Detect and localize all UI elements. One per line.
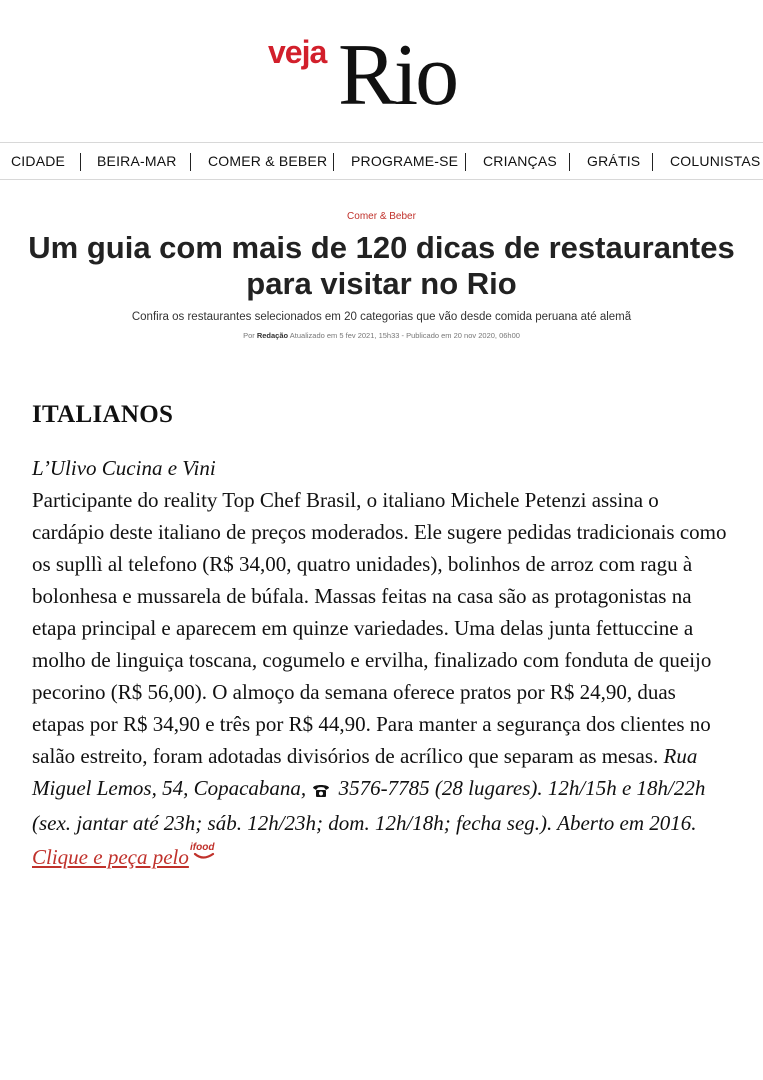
ifood-order-link[interactable]: Clique e peça pelo [32, 845, 189, 869]
nav-item-programe-se[interactable]: PROGRAME-SE [351, 153, 459, 169]
restaurant-name: L’Ulivo Cucina e Vini [32, 456, 216, 480]
phone-icon [311, 775, 333, 807]
nav-item-colunistas[interactable]: COLUNISTAS [670, 153, 761, 169]
byline-author[interactable]: Redação [256, 331, 289, 340]
byline-prefix: Por [243, 331, 255, 340]
ifood-label: ifood [189, 842, 215, 853]
nav-item-beira-mar[interactable]: BEIRA-MAR [97, 153, 177, 169]
nav-separator [80, 153, 81, 171]
section-heading: ITALIANOS [32, 401, 174, 428]
ifood-icon[interactable] [189, 839, 223, 871]
restaurant-address: Rua Miguel Lemos, 54, Copacabana, [32, 744, 698, 800]
restaurant-hours: 3576-7785 (28 lugares). 12h/15h e 18h/22h (sex. jantar até 23h; sáb. 12h/23h; dom. 12h/18h; fecha seg.). Aberto em 2016. [32, 776, 706, 835]
nav-separator [190, 153, 191, 171]
nav-item-comer-beber[interactable]: COMER & BEBER [208, 153, 328, 169]
restaurant-description: Participante do reality Top Chef Brasil, o italiano Michele Petenzi assina o cardápio deste italiano de preços moderados. Ele sugere pedidas tradicionais como os supllì al telefono (R$ 34,00, quatro unidades), bolinhos de arroz com ragu à bolonhesa e mussarela de búfala. Massas feitas na casa são as protagonistas na etapa principal e aparecem em quinze variedades. Uma delas junta fettuccine a molho de linguiça toscana, cogumelo e ervilha, finalizado com fonduta de queijo pecorino (R$ 56,00). O almoço da semana oferece pratos por R$ 24,90, duas etapas por R$ 34,90 e três por R$ 44,90. Para manter a segurança dos clientes no salão estreito, foram adotadas divisórios de acrílico que separam as mesas. [32, 488, 727, 768]
logo-veja: veja [268, 34, 327, 70]
article-title-line-1: Um guia com mais de 120 dicas de restaurantes [28, 230, 735, 265]
nav-item-criancas[interactable]: CRIANÇAS [483, 153, 557, 169]
logo-rio: Rio [338, 27, 457, 124]
nav-separator [652, 153, 653, 171]
site-logo[interactable] [0, 0, 763, 140]
article-subtitle: Confira os restaurantes selecionados em 20 categorias que vão desde comida peruana até alemã [131, 311, 632, 323]
nav-separator [569, 153, 570, 171]
article-title [0, 230, 763, 302]
article-title-line-2: para visitar no Rio [246, 266, 517, 301]
main-nav [0, 142, 763, 180]
article-byline [0, 331, 763, 340]
restaurant-entry [32, 452, 732, 873]
article-category-link[interactable]: Comer & Beber [347, 211, 416, 222]
nav-item-gratis[interactable]: GRÁTIS [587, 153, 641, 169]
nav-item-cidade[interactable]: CIDADE [11, 153, 66, 169]
nav-separator [465, 153, 466, 171]
nav-separator [333, 153, 334, 171]
byline-dates: Atualizado em 5 fev 2021, 15h33 - Publicado em 20 nov 2020, 06h00 [289, 331, 520, 340]
